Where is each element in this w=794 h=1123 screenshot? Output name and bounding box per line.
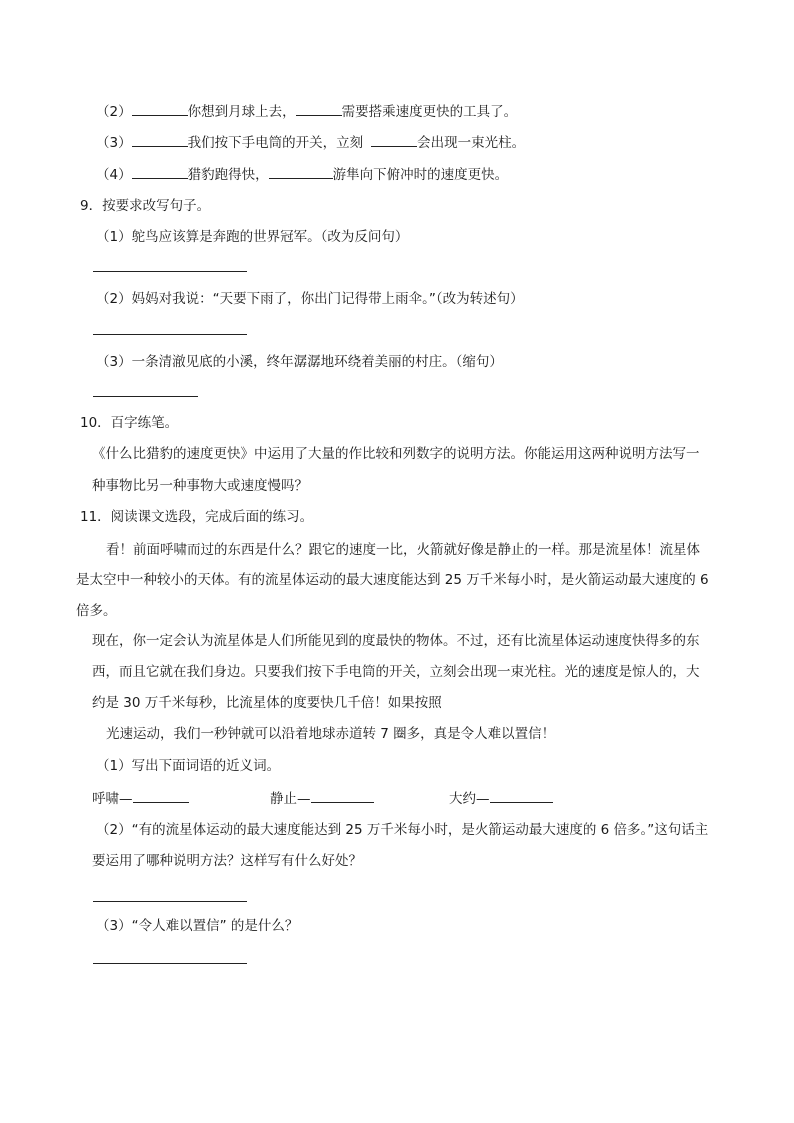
q11-answer-line-2[interactable] (93, 901, 247, 902)
fill-blank[interactable] (132, 164, 188, 179)
passage-p2-line-3: 约是 30 万千米每秒，比流星体的度要快几千倍！如果按照 (92, 695, 442, 711)
synonym-word: 呼啸— (92, 791, 133, 807)
q10-line-1: 《什么比猎豹的速度更快》中运用了大量的作比较和列数字的说明方法。你能运用这两种说明方法写一 (92, 446, 700, 462)
fill-blank[interactable] (132, 132, 188, 147)
item-number: （4） (96, 167, 132, 183)
passage-p1-line-3: 倍多。 (76, 603, 117, 619)
q10-line-2: 种事物比另一种事物大或速度慢吗？ (92, 478, 308, 494)
synonym-blank[interactable] (490, 788, 553, 803)
q8-item-4 (96, 164, 508, 185)
q9-title: 9．按要求改写句子。 (80, 198, 211, 214)
q11-sub-2-line-2: 要运用了哪种说明方法？这样写有什么好处？ (92, 853, 362, 869)
q9-sentence-2: （2）妈妈对我说：“天要下雨了，你出门记得带上雨伞。”（改为转述句） (96, 291, 524, 307)
passage-p2-line-1: 现在，你一定会认为流星体是人们所能见到的度最快的物体。不过，还有比流星体运动速度快得多的东 (92, 633, 700, 649)
q8-item-3 (96, 132, 525, 153)
item-text: 你想到月球上去， (187, 104, 296, 120)
item-number: （2） (96, 104, 132, 120)
q10-title: 10．百字练笔。 (80, 415, 179, 431)
q11-title: 11．阅读课文选段，完成后面的练习。 (80, 509, 314, 525)
fill-blank[interactable] (371, 132, 417, 147)
q9-sentence-3: （3）一条清澈见底的小溪，终年潺潺地环绕着美丽的村庄。（缩句） (96, 354, 503, 370)
passage-p3-line-1: 光速运动，我们一秒钟就可以沿着地球赤道转 7 圈多，真是令人难以置信！ (106, 726, 556, 742)
fill-blank[interactable] (132, 101, 188, 116)
fill-blank[interactable] (269, 164, 333, 179)
q9-answer-line-1[interactable] (93, 271, 247, 272)
synonym-item-3 (449, 788, 553, 809)
passage-p1-line-1: 看！前面呼啸而过的东西是什么？跟它的速度一比，火箭就好像是静止的一样。那是流星体！流星体 (106, 542, 700, 558)
q9-answer-line-3[interactable] (93, 396, 198, 397)
q11-sub-2-line-1: （2）“有的流星体运动的最大速度能达到 25 万千米每小时，是火箭运动最大速度的 6 倍多。”这句话主 (96, 822, 709, 838)
item-text: 猎豹跑得快， (187, 167, 269, 183)
item-text: 游隼向下俯冲时的速度更快。 (332, 167, 509, 183)
synonym-blank[interactable] (311, 788, 374, 803)
q9-sentence-1: （1）鸵鸟应该算是奔跑的世界冠军。（改为反问句） (96, 229, 409, 245)
synonym-word: 大约— (449, 791, 490, 807)
q11-answer-line-3[interactable] (93, 963, 247, 964)
synonym-item-2 (270, 788, 374, 809)
fill-blank[interactable] (296, 101, 342, 116)
item-number: （3） (96, 135, 132, 151)
passage-p2-line-2: 西，而且它就在我们身边。只要我们按下手电筒的开关，立刻会出现一束光柱。光的速度是惊人的，大 (92, 664, 700, 680)
q11-sub-1: （1）写出下面词语的近义词。 (96, 758, 281, 774)
passage-p1-line-2: 是太空中一种较小的天体。有的流星体运动的最大速度能达到 25 万千米每小时，是火箭运动最大速度的 6 (76, 572, 709, 588)
item-text: 会出现一束光柱。 (417, 135, 526, 151)
synonym-word: 静止— (270, 791, 311, 807)
synonym-item-1 (92, 788, 189, 809)
q9-answer-line-2[interactable] (93, 334, 247, 335)
q11-sub-3: （3）“令人难以置信” 的是什么？ (96, 918, 299, 934)
item-text: 我们按下手电筒的开关，立刻 (187, 135, 364, 151)
q8-item-2 (96, 101, 517, 122)
item-text: 需要搭乘速度更快的工具了。 (341, 104, 518, 120)
synonym-blank[interactable] (133, 788, 189, 803)
